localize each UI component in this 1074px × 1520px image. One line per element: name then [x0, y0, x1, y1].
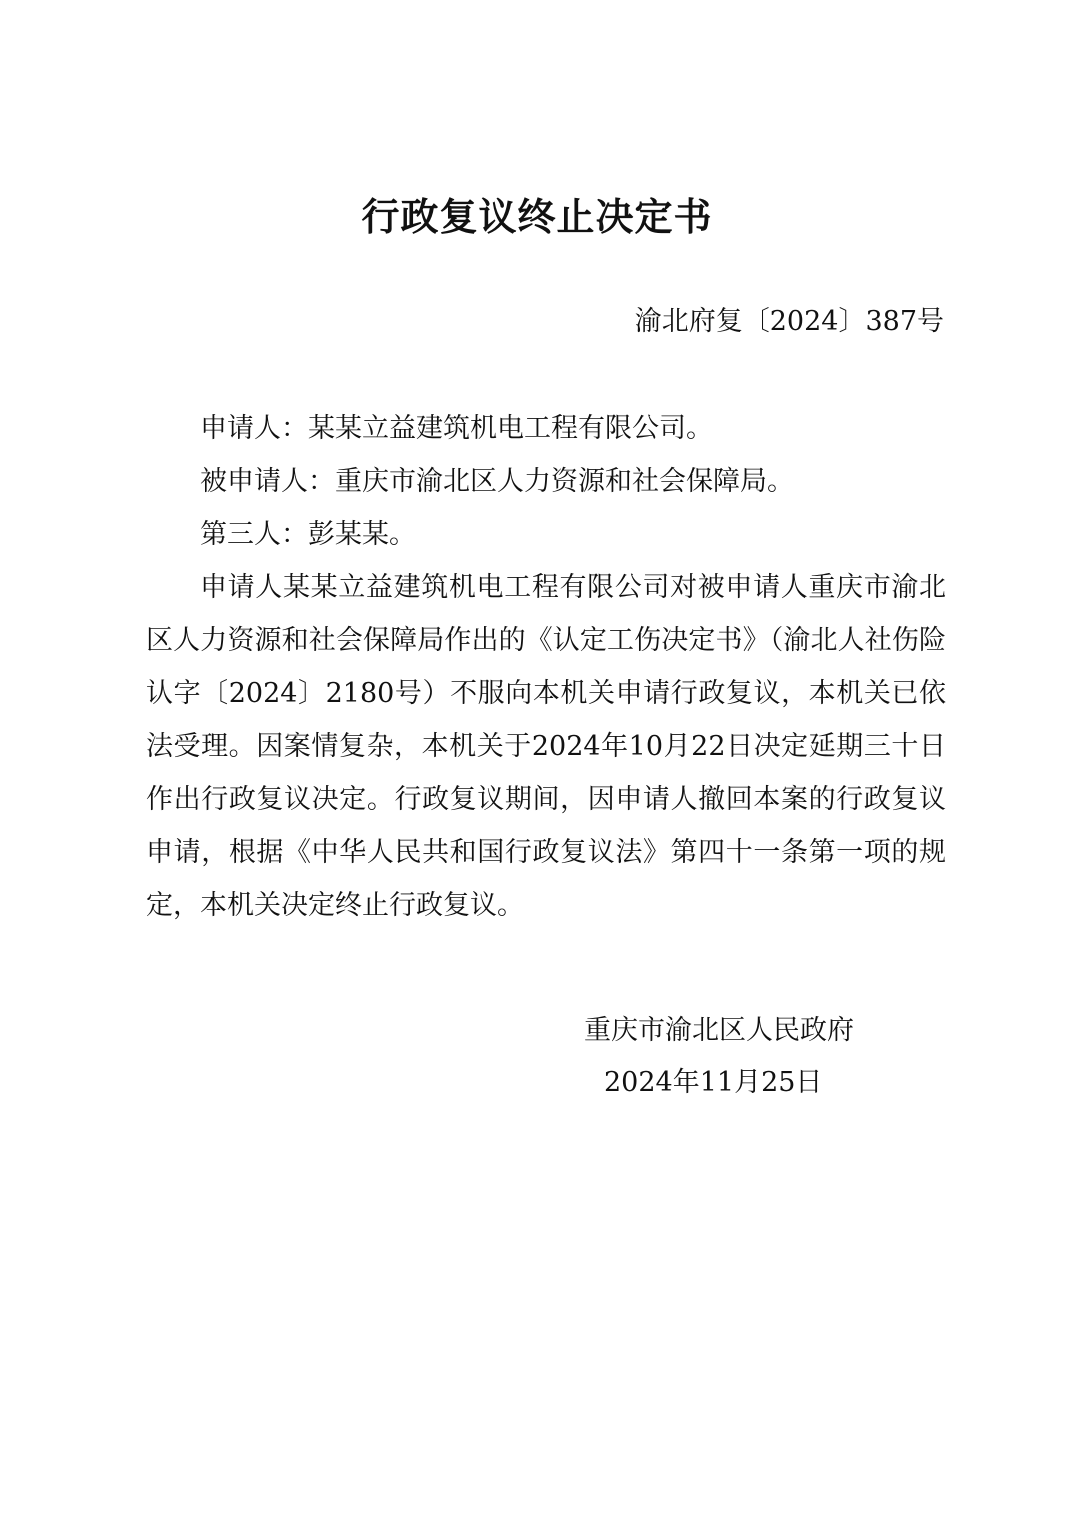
document-title: 行政复议终止决定书: [361, 194, 713, 239]
main-paragraph: 申请人某某立益建筑机电工程有限公司对被申请人重庆市渝北区人力资源和社会保障局作出的《认定工伤决定书》（渝北人社伤险认字〔2024〕2180号）不服向本机关申请行政复议，本机关已依法受理。因案情复杂，本机关于2024年10月22日决定延期三十日作出行政复议决定。行政复议期间，因申请人撤回本案的行政复议申请，根据《中华人民共和国行政复议法》第四十一条第一项的规定，本机关决定终止行政复议。: [146, 572, 946, 921]
issue-date: 2024年11月25日: [604, 1067, 823, 1098]
document-body: [146, 402, 946, 932]
issuing-organization: 重庆市渝北区人民政府: [584, 1015, 854, 1046]
applicant-paragraph: 申请人：某某立益建筑机电工程有限公司。: [200, 413, 713, 444]
respondent-paragraph: 被申请人：重庆市渝北区人力资源和社会保障局。: [200, 466, 794, 497]
signature-block: [560, 1005, 900, 1109]
document-number: 渝北府复〔2024〕387号: [634, 306, 944, 337]
third-party-paragraph: 第三人：彭某某。: [200, 519, 416, 550]
